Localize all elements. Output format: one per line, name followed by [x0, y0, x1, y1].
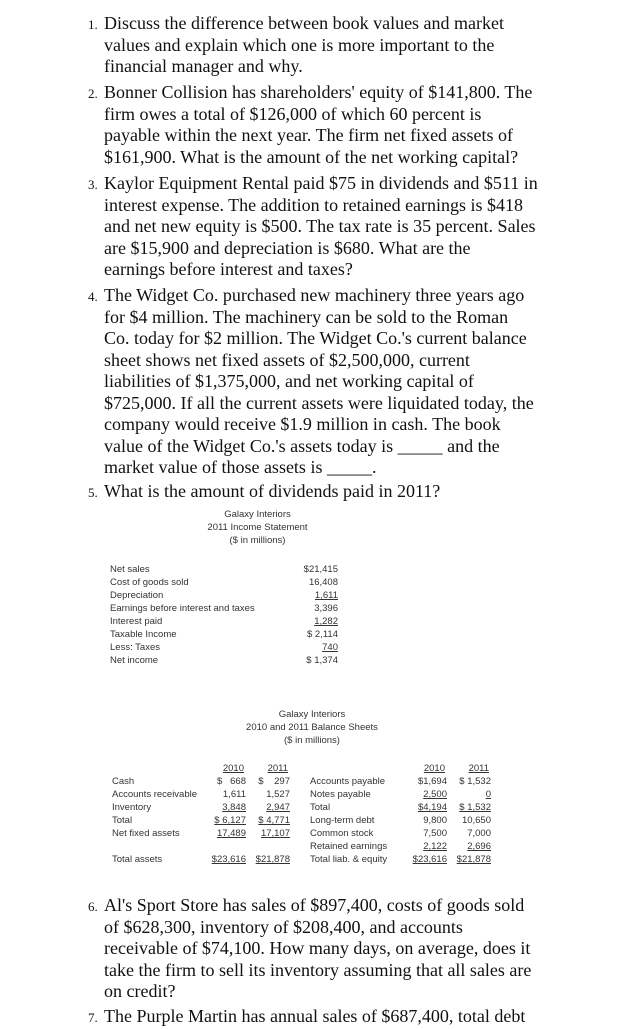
row-label: Net fixed assets	[112, 828, 180, 839]
question-text-line: on credit?	[104, 981, 176, 1001]
balance-title	[92, 708, 532, 747]
row-label: Total assets	[112, 854, 163, 865]
question-text-line: market value of those assets is _____.	[104, 457, 377, 477]
row-value: 740	[322, 642, 338, 653]
question-3	[88, 173, 558, 281]
income-title	[170, 508, 345, 547]
question-text-line: of $628,300, inventory of $208,400, and accounts	[104, 916, 463, 937]
row-label: Less: Taxes	[110, 642, 160, 653]
question-text-line: interest expense. The addition to retained earnings is $418	[104, 194, 524, 215]
row-label: Total	[310, 802, 331, 813]
value-2011: 1,527	[266, 789, 290, 800]
value-2011: $ 1,532	[459, 776, 491, 787]
balance-row	[112, 853, 302, 866]
row-value: $ 2,114	[307, 629, 338, 640]
balance-row	[112, 801, 302, 814]
balance-row	[112, 827, 302, 840]
row-label: Cost of goods sold	[110, 577, 189, 588]
question-text-line: Bonner Collision has shareholders' equity of $141,800. The	[104, 82, 533, 102]
value-2010: $ 6,127	[214, 815, 246, 826]
balance-row	[310, 827, 520, 840]
row-label: Total liab. & equity	[310, 854, 388, 865]
value-2010: $23,616	[211, 854, 246, 865]
year-header: 2011	[267, 763, 288, 774]
title-line: 2011 Income Statement	[207, 522, 308, 533]
balance-row	[310, 853, 520, 866]
row-value: 1,611	[314, 590, 338, 601]
question-5	[88, 481, 558, 503]
value-2011: 0	[485, 789, 491, 800]
income-row	[110, 563, 345, 576]
question-2	[88, 82, 558, 168]
row-label: Accounts receivable	[112, 789, 198, 800]
question-text-line: payable within the next year. The firm net fixed assets of	[104, 125, 514, 145]
row-label: Cash	[112, 776, 135, 787]
value-2011: 10,650	[461, 815, 491, 826]
income-row	[110, 654, 345, 667]
question-number: 5.	[88, 485, 98, 500]
row-label: Interest paid	[110, 616, 163, 627]
row-label: Taxable Income	[110, 629, 177, 640]
question-number: 1.	[88, 17, 98, 32]
value-2011	[246, 840, 290, 853]
question-text-line: Al's Sport Store has sales of $897,400, costs of goods sold	[104, 895, 525, 915]
question-number: 3.	[88, 177, 98, 192]
title-line: Galaxy Interiors	[224, 509, 291, 520]
income-row	[110, 589, 345, 602]
question-text-line: Kaylor Equipment Rental paid $75 in dividends and $511 in	[104, 173, 538, 193]
value-2010: $ 668	[216, 776, 246, 787]
balance-row	[112, 840, 302, 853]
question-text-line: company would receive $1.9 million in cash. The book	[104, 414, 501, 434]
question-text-line: take the firm to sell its inventory assuming that all sales are	[104, 959, 532, 980]
row-value: $ 1,374	[306, 655, 338, 666]
value-2010: $23,616	[412, 854, 447, 865]
income-row	[110, 641, 345, 654]
value-2011: 7,000	[467, 828, 491, 839]
row-label: Common stock	[310, 828, 374, 839]
question-text-line: financial manager and why.	[104, 56, 303, 76]
row-value: 1,282	[314, 616, 338, 627]
value-2011: 2,947	[266, 802, 290, 813]
question-text-line: $161,900. What is the amount of the net working capital?	[104, 146, 519, 167]
balance-row	[112, 775, 302, 788]
question-text-line: firm owes a total of $126,000 of which 60 percent is	[104, 103, 482, 124]
question-text-line: receivable of $74,100. How many days, on average, does it	[104, 938, 531, 958]
question-text-line: Discuss the difference between book values and market	[104, 13, 505, 33]
row-label: Net sales	[110, 564, 150, 575]
question-text-line: values and explain which one is more important to the	[104, 34, 495, 55]
value-2010: 1,611	[222, 789, 246, 800]
question-number: 6.	[88, 899, 98, 914]
balance-row	[310, 801, 520, 814]
title-line: ($ in millions)	[229, 535, 286, 546]
row-label: Inventory	[112, 802, 152, 813]
row-value: 3,396	[314, 603, 338, 614]
question-number: 2.	[88, 86, 98, 101]
value-2010: 17,489	[216, 828, 246, 839]
row-value: 16,408	[308, 577, 338, 588]
row-label	[112, 840, 204, 853]
year-header: 2011	[468, 763, 489, 774]
value-2011: $21,878	[255, 854, 290, 865]
question-4	[88, 285, 558, 479]
year-header: 2010	[222, 763, 244, 774]
question-text-line: liabilities of $1,375,000, and net working capital of	[104, 371, 474, 391]
row-label: Depreciation	[110, 590, 164, 601]
question-text-line: Co. today for $2 million. The Widget Co.'s current balance	[104, 328, 527, 348]
income-row	[110, 576, 345, 589]
row-value: $21,415	[303, 564, 338, 575]
title-line: ($ in millions)	[284, 735, 340, 746]
value-2010: 9,800	[423, 815, 447, 826]
title-line: Galaxy Interiors	[278, 709, 346, 720]
question-7	[88, 1006, 558, 1028]
balance-row	[112, 788, 302, 801]
value-2011: $21,878	[456, 854, 491, 865]
row-label: Retained earnings	[310, 841, 388, 852]
question-text-line: earnings before interest and taxes?	[104, 259, 353, 279]
income-row	[110, 628, 345, 641]
row-label: Net income	[110, 655, 159, 666]
value-2010	[204, 840, 246, 853]
row-label: Earnings before interest and taxes	[110, 603, 255, 614]
value-2010: 3,848	[222, 802, 246, 813]
balance-row	[112, 814, 302, 827]
income-row	[110, 615, 345, 628]
value-2011: 2,696	[467, 841, 491, 852]
question-text-line: value of the Widget Co.'s assets today is _____ and the	[104, 435, 500, 456]
row-label: Long-term debt	[310, 815, 375, 826]
row-label: Accounts payable	[310, 776, 385, 787]
balance-sheet	[112, 708, 532, 866]
question-text-line: and net new equity is $500. The tax rate is 35 percent. Sales	[104, 216, 536, 236]
balance-row	[310, 840, 520, 853]
question-text-line: for $4 million. The machinery can be sold to the Roman	[104, 306, 509, 327]
question-number: 7.	[88, 1010, 98, 1025]
value-2011: 17,107	[260, 828, 290, 839]
question-6	[88, 895, 558, 1003]
question-text-line: The Purple Martin has annual sales of $687,400, total debt	[104, 1006, 526, 1026]
title-line: 2010 and 2011 Balance Sheets	[246, 722, 378, 733]
income-statement	[110, 508, 345, 667]
question-text-line: are $15,900 and depreciation is $680. What are the	[104, 237, 471, 258]
value-2010: 7,500	[423, 828, 447, 839]
value-2010: 2,500	[423, 789, 447, 800]
question-number: 4.	[88, 289, 98, 304]
balance-row	[310, 814, 520, 827]
year-header: 2010	[423, 763, 445, 774]
income-row	[110, 602, 345, 615]
question-text-line: What is the amount of dividends paid in 2011?	[104, 481, 441, 501]
row-label: Notes payable	[310, 789, 371, 800]
question-text-line: $725,000. If all the current assets were liquidated today, the	[104, 392, 534, 413]
value-2011: $ 4,771	[258, 815, 290, 826]
value-2010: 2,122	[423, 841, 447, 852]
value-2011: $ 1,532	[459, 802, 491, 813]
value-2010: $1,694	[417, 776, 447, 787]
question-text-line: The Widget Co. purchased new machinery three years ago	[104, 285, 525, 305]
row-label: Total	[112, 815, 133, 826]
question-text-line: sheet shows net fixed assets of $2,500,000, current	[104, 349, 470, 370]
value-2011: $ 297	[258, 776, 290, 787]
question-1	[88, 13, 558, 78]
balance-row	[310, 788, 520, 801]
balance-row	[310, 775, 520, 788]
value-2010: $4,194	[417, 802, 447, 813]
